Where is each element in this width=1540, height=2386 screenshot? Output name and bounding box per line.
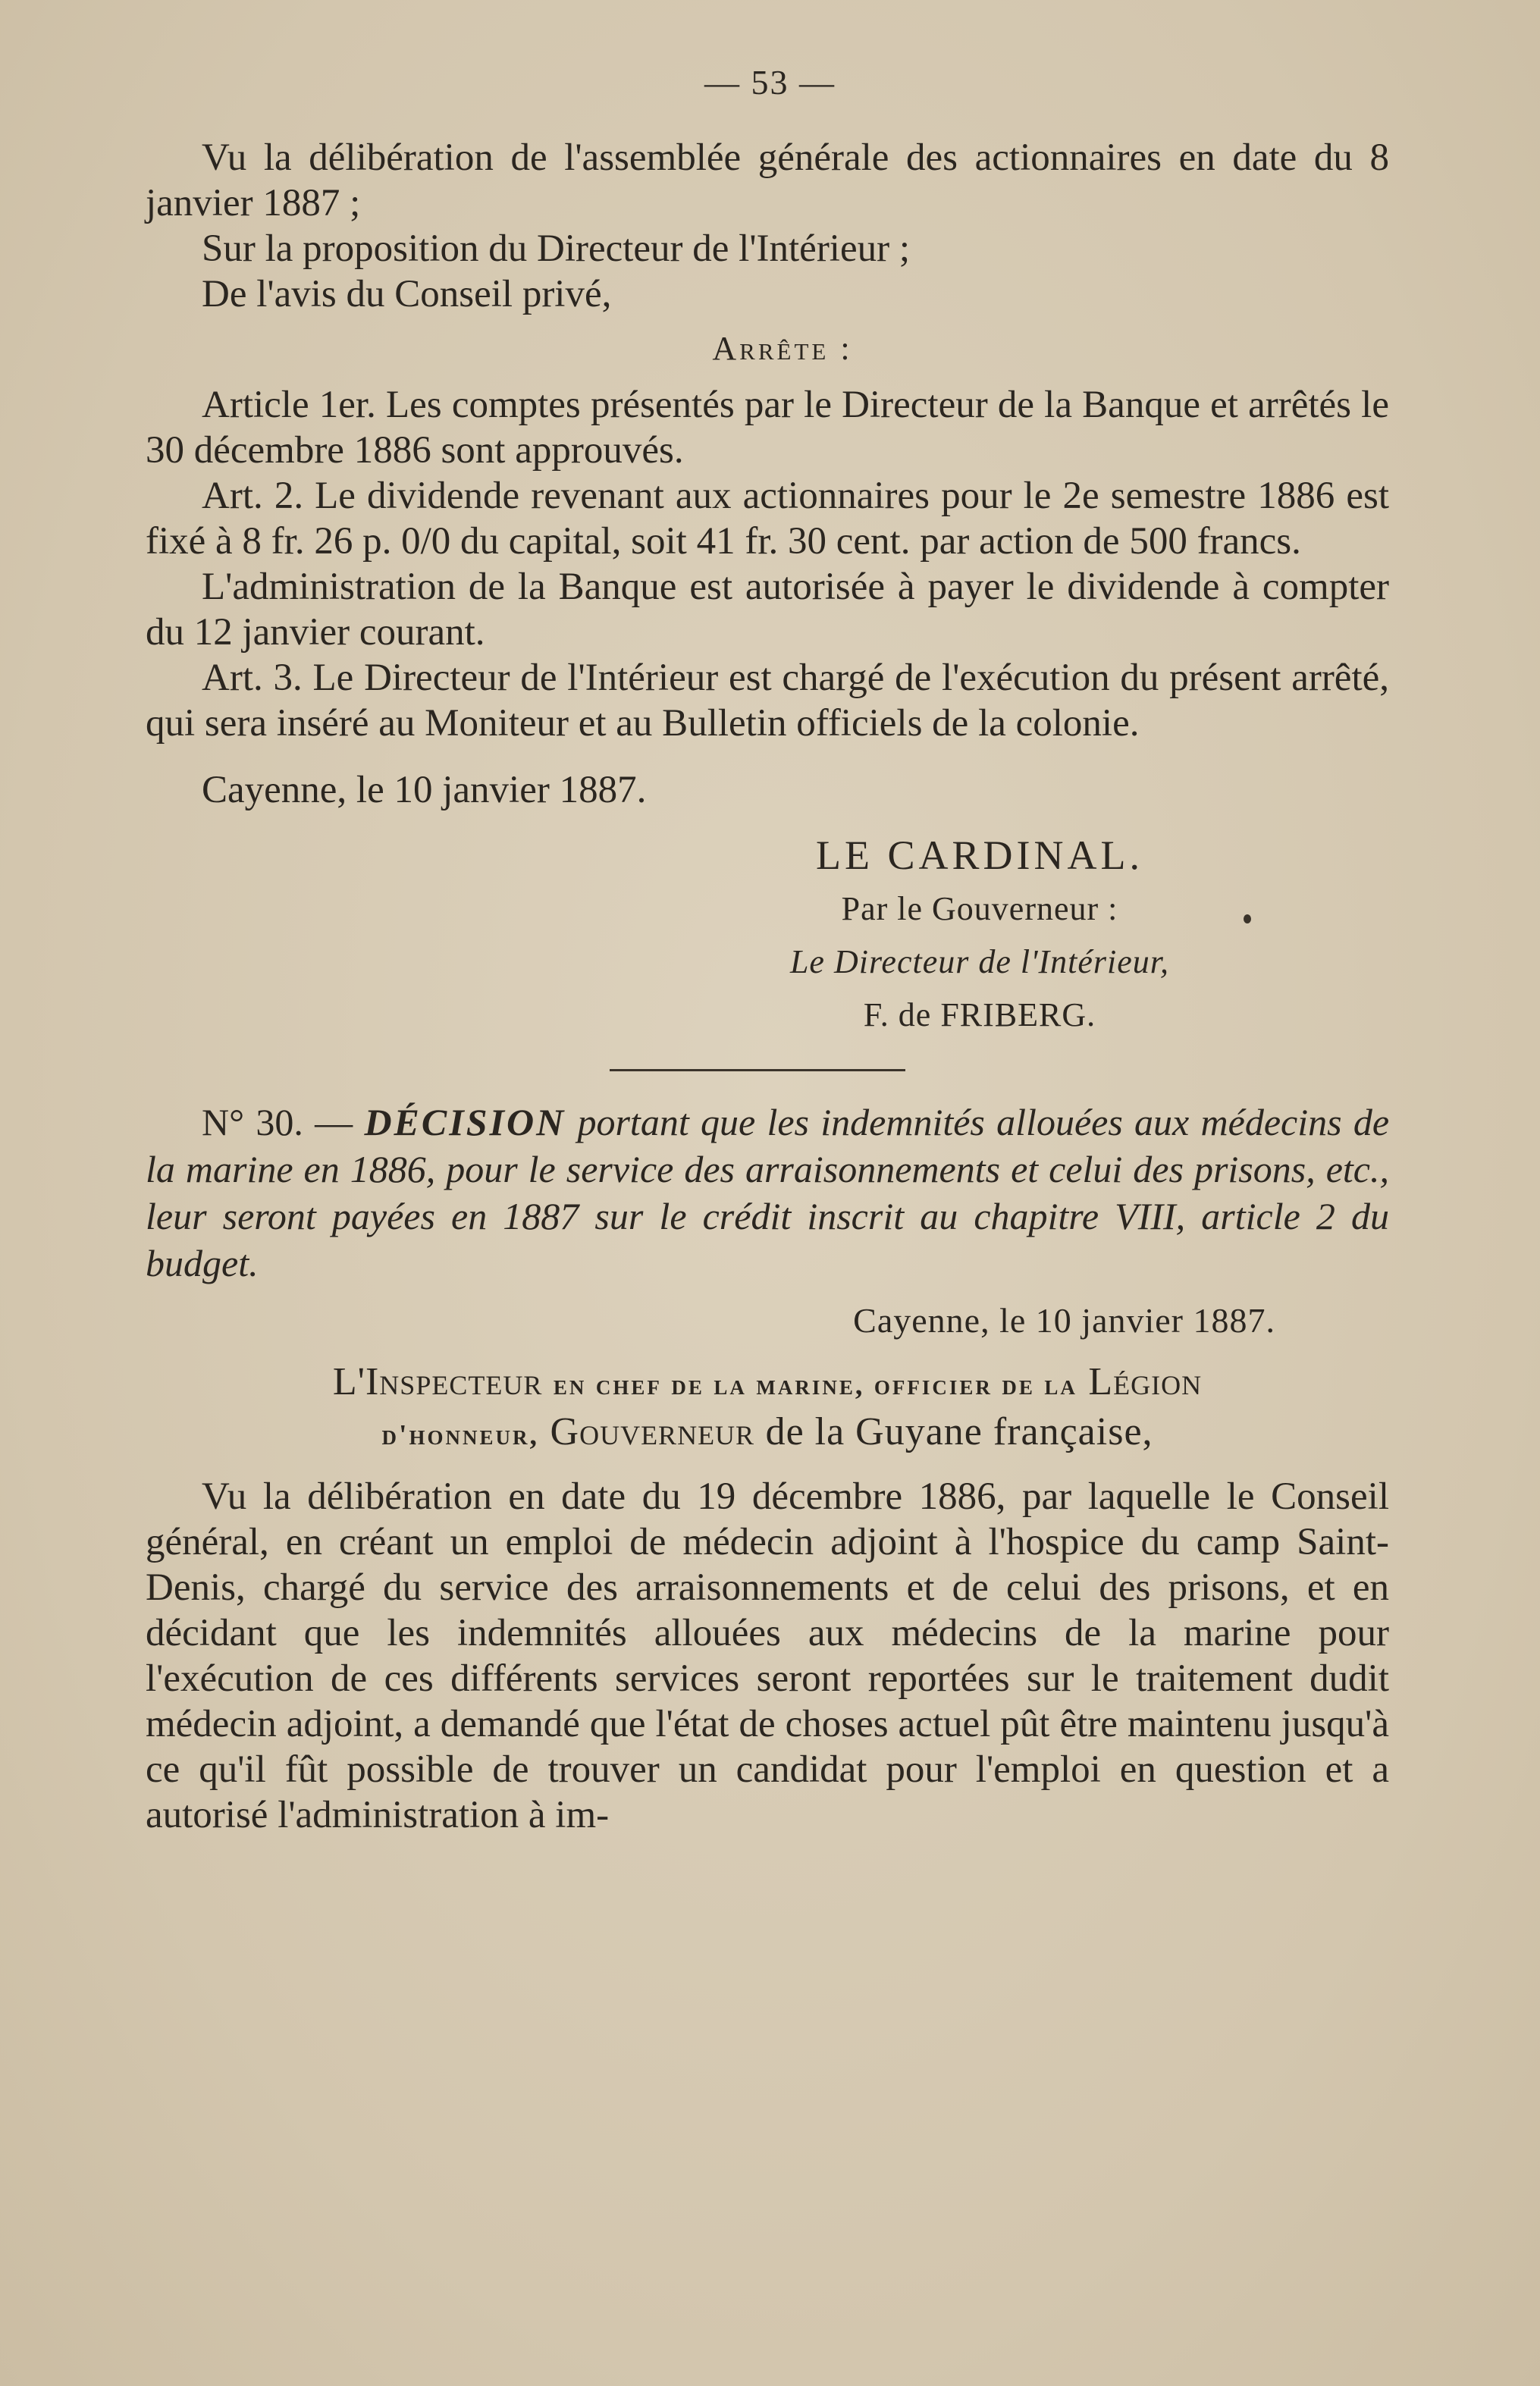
- decision-title-text: portant que les indemnités allouées aux médecins de la marine en 1886, pour le service des arraisonnements et celui des prisons, etc., leur seront payées en 1887 sur le crédit inscrit au chapitre VIII, article 2 du budget.: [146, 1101, 1390, 1284]
- place-date: Cayenne, le 10 janvier 1887.: [202, 769, 647, 811]
- decision-title: [146, 1099, 1389, 1287]
- preamble-legion: Légion: [1088, 1360, 1203, 1403]
- preamble-guyane: de la Guyane française,: [765, 1410, 1153, 1453]
- decision-dateline: Cayenne, le 10 janvier 1887.: [853, 1301, 1275, 1340]
- signature-role: Le Directeur de l'Intérieur,: [789, 943, 1170, 980]
- page-text: [146, 135, 1389, 1838]
- considerant-assemblee: Vu la délibération de l'assemblée générale des actionnaires en date du 8 janvier 1887 ;: [146, 136, 1389, 224]
- article-2: Art. 2. Le dividende revenant aux actionnaires pour le 2e semestre 1886 est fixé à 8 fr. 26 p. 0/0 du capital, soit 41 fr. 30 cent. par action de 500 francs.: [146, 475, 1389, 563]
- preamble-honneur: d'honneur,: [381, 1419, 540, 1451]
- decision-keyword: DÉCISION: [364, 1101, 566, 1143]
- arrete-heading: Arrête :: [712, 330, 853, 367]
- section-divider: [610, 1069, 905, 1071]
- signature-signer: F. de FRIBERG.: [863, 996, 1096, 1033]
- article-1: Article 1er. Les comptes présentés par le Directeur de la Banque et arrêtés le 30 décembre 1886 sont approuvés.: [146, 384, 1389, 472]
- signature-by: Par le Gouverneur :: [841, 890, 1118, 927]
- signature-block: [146, 828, 1389, 1042]
- article-2-admin: L'administration de la Banque est autorisée à payer le dividende à compter du 12 janvier courant.: [146, 566, 1389, 654]
- decision-number: N° 30. —: [202, 1101, 353, 1143]
- article-3: Art. 3. Le Directeur de l'Intérieur est chargé de l'exécution du présent arrêté, qui sera inséré au Moniteur et au Bulletin officiels de la colonie.: [146, 657, 1389, 745]
- preamble-en-chef: en chef de la marine, officier de la: [553, 1369, 1077, 1401]
- considerant-proposition: Sur la proposition du Directeur de l'Intérieur ;: [202, 227, 911, 270]
- signature-name: LE CARDINAL.: [816, 832, 1143, 878]
- preamble-inspecteur: L'Inspecteur: [332, 1360, 543, 1403]
- decision-preamble: [146, 1359, 1389, 1459]
- ink-speck: [1244, 914, 1251, 923]
- considerant-conseil: De l'avis du Conseil privé,: [202, 273, 612, 315]
- preamble-gouverneur: Gouverneur: [550, 1410, 755, 1453]
- decision-body: Vu la délibération en date du 19 décembre 1886, par laquelle le Conseil général, en créant un emploi de médecin adjoint à l'hospice du camp Saint-Denis, chargé du service des arraisonnements et de celui des prisons, et en décidant que les indemnités allouées aux médecins de la marine pour l'exécution de ces différents services seront reportées sur le traitement dudit médecin adjoint, a demandé que l'état de choses actuel pût être maintenu jusqu'à ce qu'il fût possible de trouver un candidat pour l'emploi en question et a autorisé l'administration à im-: [146, 1475, 1389, 1836]
- page-number: — 53 —: [704, 63, 836, 102]
